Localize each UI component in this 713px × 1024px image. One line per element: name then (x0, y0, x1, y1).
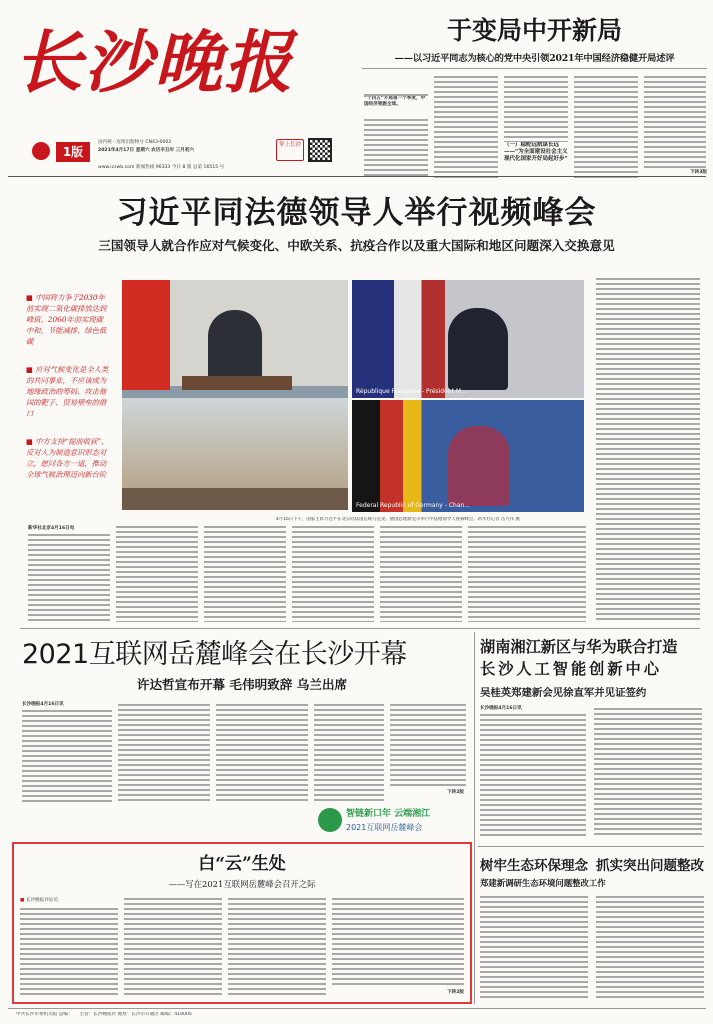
speaker-figure (448, 308, 508, 390)
edition-meta-2: 2021年4月17日 星期六 农历辛丑年 三月初六 (98, 148, 195, 153)
lead-dateline: 新华社北京4月16日电 (28, 526, 75, 531)
huawei-headline[interactable] (480, 636, 702, 684)
huawei-headline-line2: 长沙人工智能创新中心 (480, 660, 662, 678)
huawei-divider (478, 846, 704, 847)
top-story-subhead: ——以习近平同志为核心的党中央引领2021年中国经济稳健开局述评 (394, 53, 675, 64)
speaker-figure (208, 310, 262, 380)
top-story-col-2 (434, 74, 498, 180)
feature-body-col-3 (228, 896, 326, 998)
photo-merkel[interactable] (352, 400, 584, 512)
problems-headline[interactable]: 抓实突出问题整改 (596, 858, 704, 874)
lead-bullet: ■ 应对气候变化是全人类的共同事业，不应该成为地缘政治的筹码、攻击他国的靶子、贸易壁垒的借口 (26, 365, 109, 418)
top-story (362, 14, 707, 174)
top-story-quote: “十四五”开局第一个季度，中国经济领跑全球。 (364, 96, 428, 116)
photo-macron[interactable] (352, 280, 584, 398)
bullet-dot-icon: ■ (26, 365, 36, 374)
lead-bullets (26, 292, 110, 512)
edition-badge: 1版 (56, 142, 90, 162)
qr-code-icon[interactable] (308, 138, 332, 162)
masthead-rule (8, 176, 706, 177)
forum-body-col-3 (216, 702, 308, 804)
column-divider (474, 632, 475, 1004)
desk (182, 376, 292, 390)
forum-logo (318, 806, 466, 838)
masthead (0, 0, 713, 175)
photo-caption: 4月16日下午，国家主席习近平在北京同法国总统马克龙、德国总理默克尔举行中法德领导人视频峰会。新华社记者 岳月伟 摄 (276, 517, 520, 522)
flag-china-icon (122, 280, 170, 390)
lead-body-col-4 (292, 524, 374, 622)
top-story-col-4 (574, 74, 638, 180)
huawei-dateline: 长沙晚报4月16日讯 (480, 706, 522, 711)
feature-body-col-4 (332, 896, 464, 988)
eco-subhead: 郑建新调研生态环境问题整改工作 (480, 878, 606, 888)
lead-body-col-1 (28, 532, 110, 622)
lead-body-col-2 (116, 524, 198, 622)
forum-logo-text: 智链新口年 云端湘江 (346, 809, 431, 819)
feature-body-col-2 (124, 896, 222, 998)
app-badge[interactable] (276, 139, 304, 161)
bullet-dot-icon: ■ (26, 293, 36, 302)
forum-headline[interactable]: 2021互联网岳麓峰会在长沙开幕 (22, 639, 407, 670)
forum-jump[interactable]: 下转2版 (447, 790, 464, 795)
forum-dateline: 长沙晚报4月16日讯 (22, 702, 64, 707)
top-story-divider (362, 68, 707, 69)
huawei-headline-line1: 湖南湘江新区与华为联合打造 (480, 638, 678, 656)
logo-mark-icon (32, 142, 50, 160)
eco-body-col-2 (596, 894, 704, 1000)
lead-body-col-3 (204, 524, 286, 622)
forum-body-col-5 (390, 702, 466, 788)
footer-line: 中共长沙市委机关报 总编： 主管：长沙晚报社 地址：长沙市开福区 邮编：410005 (16, 1012, 192, 1017)
forum-logo-sub: 2021互联网岳麓峰会 (346, 823, 423, 832)
feature-box[interactable] (12, 842, 472, 1004)
edition-meta-1: 国内统一连续出版物号 CN43-0002 (98, 140, 172, 145)
lead-headline[interactable]: 习近平同法德领导人举行视频峰会 (116, 195, 597, 231)
section-divider (20, 628, 700, 629)
feature-jump[interactable]: 下转2版 (447, 990, 464, 995)
top-story-jump[interactable]: 下转3版 (690, 170, 707, 175)
footer-rule (8, 1008, 706, 1009)
feature-body-col-1 (20, 906, 118, 998)
top-story-section-label: （一）稳舵远航谋长远——“为全面建设社会主义现代化国家开好局起好步” (504, 142, 568, 170)
huawei-body-col-2 (594, 706, 702, 838)
bullet-dot-icon: ■ (26, 437, 36, 446)
eco-headline[interactable]: 树牢生态环保理念 (480, 858, 588, 874)
forum-subhead: 许达哲宣布开幕 毛伟明致辞 乌兰出席 (136, 677, 348, 692)
forum-body-col-2 (118, 702, 210, 804)
edition-meta-3: www.icswb.com 新闻热线 96333 今日 8 版 总第 16515 号 (98, 165, 225, 170)
lead-body-col-6 (468, 524, 586, 622)
byline-dot-icon: ■ (20, 898, 26, 903)
top-story-col-5 (644, 74, 706, 170)
lead-subhead: 三国领导人就合作应对气候变化、中欧关系、抗疫合作以及重大国际和地区问题深入交换意见 (98, 238, 615, 253)
lead-body-col-5 (380, 524, 462, 622)
newspaper-logo: 长沙晚报 (14, 23, 295, 103)
photo-label-germany: Federal Republic of Germany - Chan... (356, 502, 471, 509)
feature-title[interactable]: 白“云”生处 (198, 854, 286, 874)
eco-body-col-1 (480, 894, 588, 1000)
forum-body-col-1 (22, 708, 112, 804)
speaker-figure (448, 426, 510, 506)
lead-bullet: ■ 中方支持“提前收获”，反对人为制造意识形态对立，愿同各方一道，推动全球气候治理迈向新台阶 (26, 437, 109, 479)
huawei-body-col-1 (480, 712, 586, 838)
lead-bullet: ■ 中国将力争于2030年前实现二氧化碳排放达到峰值、2060年前实现碳中和，节能减排、绿色低碳 (26, 293, 107, 346)
huawei-subhead: 吴桂英郑建新会见徐直军并见证签约 (480, 687, 647, 699)
mural (122, 398, 348, 488)
app-badge-label: 掌上长沙 (278, 142, 301, 148)
photo-xi[interactable] (122, 280, 348, 510)
feature-subtitle: ——写在2021互联网岳麓峰会召开之际 (168, 879, 316, 889)
photo-label-france: République Française - Président M... (356, 388, 467, 395)
feature-byline: ■ 长沙晚报评论员 (20, 898, 58, 903)
forum-body-col-4 (314, 702, 384, 804)
lead-body-right (596, 276, 700, 622)
top-story-headline[interactable]: 于变局中开新局 (446, 16, 622, 45)
forum-logo-icon (318, 808, 342, 832)
top-story-col-3 (504, 74, 568, 142)
